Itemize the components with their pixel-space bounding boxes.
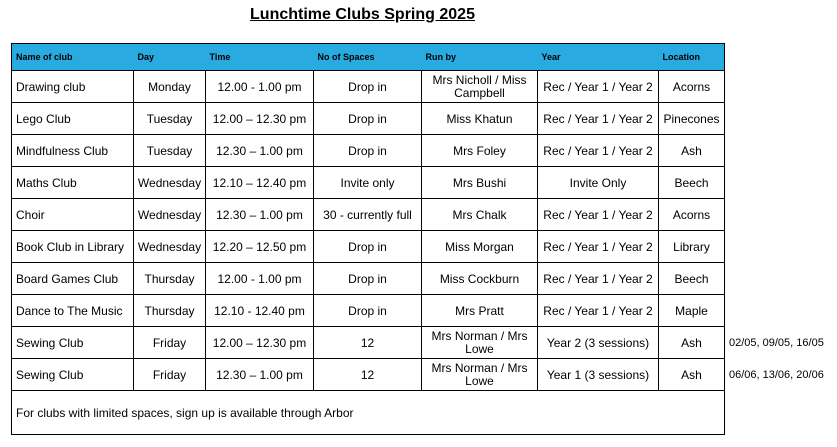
session-dates: 02/05, 09/05, 16/05: [729, 337, 824, 349]
club-name: Maths Club: [12, 167, 134, 199]
club-name: Board Games Club: [12, 263, 134, 295]
column-header-time: Time: [206, 44, 314, 71]
club-year: Invite Only: [538, 167, 659, 199]
club-run-by: Mrs Nicholl / Miss Campbell: [422, 71, 538, 103]
club-day: Friday: [134, 327, 206, 359]
club-location: Acorns: [659, 71, 725, 103]
club-spaces: 12: [314, 359, 422, 391]
club-spaces: Drop in: [314, 295, 422, 327]
column-header-run-by: Run by: [422, 44, 538, 71]
footnote: For clubs with limited spaces, sign up is available through Arbor: [12, 391, 725, 435]
club-time: 12.00 - 1.00 pm: [206, 263, 314, 295]
club-run-by: Miss Khatun: [422, 103, 538, 135]
club-run-by: Mrs Norman / Mrs Lowe: [422, 327, 538, 359]
club-location: Ash: [659, 135, 725, 167]
table-row: [12, 263, 725, 295]
club-spaces: Invite only: [314, 167, 422, 199]
club-run-by: Mrs Pratt: [422, 295, 538, 327]
club-name: Dance to The Music: [12, 295, 134, 327]
column-header-year: Year: [538, 44, 659, 71]
club-location: Ash: [659, 327, 725, 359]
club-day: Thursday: [134, 263, 206, 295]
club-spaces: Drop in: [314, 71, 422, 103]
table-row: [12, 167, 725, 199]
club-day: Tuesday: [134, 135, 206, 167]
club-location: Library: [659, 231, 725, 263]
club-location: Pinecones: [659, 103, 725, 135]
club-day: Monday: [134, 71, 206, 103]
club-day: Tuesday: [134, 103, 206, 135]
club-run-by: Miss Morgan: [422, 231, 538, 263]
club-time: 12.00 – 12.30 pm: [206, 327, 314, 359]
table-header-row: [12, 44, 725, 71]
club-day: Wednesday: [134, 167, 206, 199]
club-name: Mindfulness Club: [12, 135, 134, 167]
club-run-by: Miss Cockburn: [422, 263, 538, 295]
club-day: Wednesday: [134, 199, 206, 231]
club-year: Rec / Year 1 / Year 2: [538, 231, 659, 263]
table-row: [12, 231, 725, 263]
table-row: [12, 71, 725, 103]
club-time: 12.30 – 1.00 pm: [206, 359, 314, 391]
club-time: 12.30 – 1.00 pm: [206, 199, 314, 231]
table-row: [12, 103, 725, 135]
column-header-name: Name of club: [12, 44, 134, 71]
club-year: Rec / Year 1 / Year 2: [538, 295, 659, 327]
club-time: 12.00 - 1.00 pm: [206, 71, 314, 103]
club-name: Drawing club: [12, 71, 134, 103]
club-year: Rec / Year 1 / Year 2: [538, 135, 659, 167]
club-location: Beech: [659, 167, 725, 199]
club-run-by: Mrs Norman / Mrs Lowe: [422, 359, 538, 391]
clubs-table: [11, 43, 725, 435]
table-row: [12, 295, 725, 327]
column-header-location: Location: [659, 44, 725, 71]
club-year: Year 2 (3 sessions): [538, 327, 659, 359]
club-location: Acorns: [659, 199, 725, 231]
club-year: Rec / Year 1 / Year 2: [538, 199, 659, 231]
club-name: Book Club in Library: [12, 231, 134, 263]
club-spaces: Drop in: [314, 135, 422, 167]
club-spaces: Drop in: [314, 263, 422, 295]
club-run-by: Mrs Bushi: [422, 167, 538, 199]
club-time: 12.20 – 12.50 pm: [206, 231, 314, 263]
club-name: Sewing Club: [12, 327, 134, 359]
club-time: 12.10 - 12.40 pm: [206, 295, 314, 327]
table-row: [12, 199, 725, 231]
club-year: Rec / Year 1 / Year 2: [538, 263, 659, 295]
club-spaces: 30 - currently full: [314, 199, 422, 231]
footnote-row: [12, 391, 725, 435]
club-year: Rec / Year 1 / Year 2: [538, 103, 659, 135]
club-location: Maple: [659, 295, 725, 327]
club-time: 12.30 – 1.00 pm: [206, 135, 314, 167]
club-run-by: Mrs Foley: [422, 135, 538, 167]
club-name: Lego Club: [12, 103, 134, 135]
club-day: Wednesday: [134, 231, 206, 263]
page-title: Lunchtime Clubs Spring 2025: [250, 6, 475, 23]
club-day: Thursday: [134, 295, 206, 327]
table-row: [12, 327, 725, 359]
club-spaces: Drop in: [314, 103, 422, 135]
column-header-spaces: No of Spaces: [314, 44, 422, 71]
club-spaces: 12: [314, 327, 422, 359]
club-year: Year 1 (3 sessions): [538, 359, 659, 391]
club-name: Sewing Club: [12, 359, 134, 391]
session-dates: 06/06, 13/06, 20/06: [729, 369, 824, 381]
club-day: Friday: [134, 359, 206, 391]
club-time: 12.00 – 12.30 pm: [206, 103, 314, 135]
table-row: [12, 359, 725, 391]
club-spaces: Drop in: [314, 231, 422, 263]
club-name: Choir: [12, 199, 134, 231]
club-time: 12.10 – 12.40 pm: [206, 167, 314, 199]
club-year: Rec / Year 1 / Year 2: [538, 71, 659, 103]
club-run-by: Mrs Chalk: [422, 199, 538, 231]
table-row: [12, 135, 725, 167]
club-location: Beech: [659, 263, 725, 295]
club-location: Ash: [659, 359, 725, 391]
column-header-day: Day: [134, 44, 206, 71]
